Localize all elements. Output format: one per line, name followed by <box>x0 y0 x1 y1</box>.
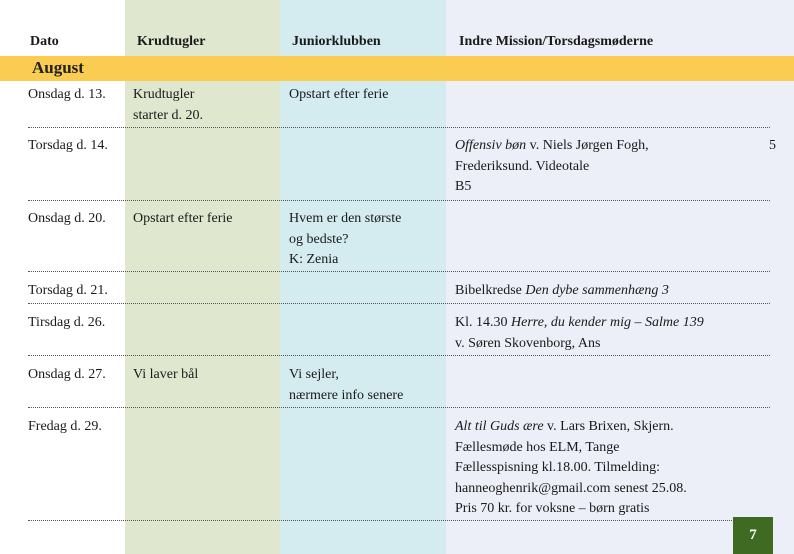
junior-line: Vi sejler, <box>289 367 339 382</box>
im-italic-title: Alt til Guds ære <box>455 419 544 434</box>
junior-line: K: Zenia <box>289 252 339 267</box>
im-text: v. Lars Brixen, Skjern. <box>543 419 674 434</box>
row-divider <box>28 200 770 201</box>
im-line <box>455 281 755 302</box>
juniorklubben-column-bg <box>280 0 446 554</box>
row-date: Onsdag d. 13. <box>28 87 106 102</box>
row-divider <box>28 271 770 272</box>
im-italic-title: Den dybe sammenhæng 3 <box>525 283 669 298</box>
row-indre-mission <box>455 281 755 302</box>
im-line: Pris 70 kr. for voksne – børn gratis <box>455 501 650 516</box>
row-date: Torsdag d. 21. <box>28 283 108 298</box>
month-label: August <box>32 58 84 77</box>
row-krudtugler <box>133 209 278 230</box>
im-line <box>455 136 755 157</box>
junior-line: og bedste? <box>289 231 349 247</box>
im-line: v. Søren Skovenborg, Ans <box>455 335 601 351</box>
junior-line: Hvem er den største <box>289 211 402 226</box>
row-divider <box>28 303 770 304</box>
im-text: Bibelkredse <box>455 283 526 298</box>
im-text: Kl. 14.30 <box>455 315 511 330</box>
krudtugler-line: Vi laver bål <box>133 367 199 382</box>
row-divider <box>28 520 732 521</box>
junior-line: Opstart efter ferie <box>289 87 389 102</box>
krudtugler-column-bg <box>125 0 280 554</box>
im-italic-title: Herre, du kender mig – Salme 139 <box>511 315 704 330</box>
im-line <box>455 313 755 334</box>
header-krudtugler: Krudtugler <box>137 34 206 49</box>
im-line: Frederiksund. Videotale <box>455 158 590 174</box>
row-indre-mission <box>455 313 755 354</box>
row-indre-mission <box>455 136 755 198</box>
header-juniorklubben: Juniorklubben <box>292 34 381 49</box>
row-krudtugler <box>133 365 278 386</box>
row-junior <box>289 85 444 106</box>
row-divider <box>28 355 770 356</box>
krudtugler-line: Opstart efter ferie <box>133 211 233 226</box>
junior-line: nærmere info senere <box>289 387 404 403</box>
header-indre-mission: Indre Mission/Torsdagsmøderne <box>459 34 654 49</box>
row-junior <box>289 209 444 271</box>
row-extra-number: 5 <box>769 138 776 153</box>
krudtugler-line: Krudtugler <box>133 87 195 102</box>
row-date: Tirsdag d. 26. <box>28 315 106 330</box>
row-date: Torsdag d. 14. <box>28 138 108 153</box>
im-line: Fællesspisning kl.18.00. Tilmelding: <box>455 460 660 475</box>
row-divider <box>28 407 770 408</box>
im-line: B5 <box>455 179 472 194</box>
header-dato: Dato <box>30 34 59 49</box>
page-number-badge: 7 <box>733 517 773 554</box>
im-line: hanneoghenrik@gmail.com senest 25.08. <box>455 480 687 496</box>
im-text: v. Niels Jørgen Fogh, <box>526 138 649 153</box>
row-date: Onsdag d. 27. <box>28 367 106 382</box>
row-junior <box>289 365 444 406</box>
row-date: Fredag d. 29. <box>28 419 102 434</box>
im-line <box>455 417 755 438</box>
row-date: Onsdag d. 20. <box>28 211 106 226</box>
row-krudtugler <box>133 85 278 126</box>
row-divider <box>28 127 770 128</box>
krudtugler-line: starter d. 20. <box>133 107 203 123</box>
im-italic-title: Offensiv bøn <box>455 138 527 153</box>
im-line: Fællesmøde hos ELM, Tange <box>455 439 620 455</box>
month-band <box>0 56 794 81</box>
row-indre-mission <box>455 417 755 520</box>
